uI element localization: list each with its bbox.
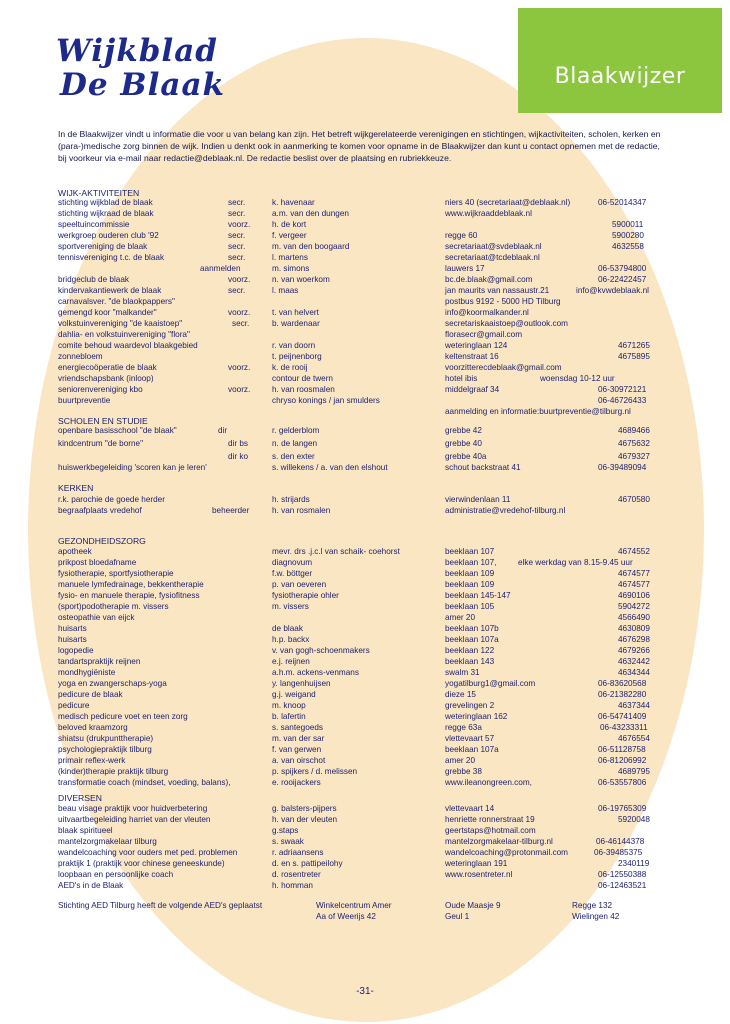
directory-cell: Regge 132 — [572, 901, 613, 910]
directory-cell: logopedie — [58, 646, 94, 655]
directory-cell: k. havenaar — [272, 198, 315, 207]
directory-cell: tandartspraktijk reijnen — [58, 657, 141, 666]
directory-cell[interactable]: bc.de.blaak@gmail.com — [445, 275, 533, 284]
directory-cell: zonnebloem — [58, 352, 103, 361]
directory-cell: g. balsters-pijpers — [272, 804, 337, 813]
directory-cell[interactable]: wandelcoaching@protonmail.com — [445, 848, 569, 857]
directory-cell: speeltuincommissie — [58, 220, 130, 229]
directory-cell: stichting wijkblad de blaak — [58, 198, 153, 207]
section-heading: GEZONDHEIDSZORG — [58, 536, 146, 546]
directory-cell: keltenstraat 16 — [445, 352, 499, 361]
directory-cell: pedicure — [58, 701, 90, 710]
directory-cell: AED's in de Blaak — [58, 881, 124, 890]
directory-cell: 06-46144378 — [596, 837, 645, 846]
directory-cell: mevr. drs .j.c.l van schaik- coehorst — [272, 547, 400, 556]
directory-cell: dahlia- en volkstuinvereniging "flora" — [58, 330, 190, 339]
directory-cell: d. en s. pattipeilohy — [272, 859, 343, 868]
directory-cell: werkgroep ouderen club '92 — [58, 231, 159, 240]
directory-cell: mantelzorgmakelaar-tilburg.nl — [445, 837, 553, 846]
directory-cell: schout backstraat 41 — [445, 463, 521, 472]
directory-cell[interactable]: info@kvwdeblaak.nl — [576, 286, 649, 295]
directory-cell: bridgeclub de blaak — [58, 275, 130, 284]
directory-cell: regge 63a — [445, 723, 482, 732]
directory-cell: secr. — [228, 231, 246, 240]
directory-cell: kindervakantiewerk de blaak — [58, 286, 162, 295]
directory-cell: 4689795 — [618, 767, 650, 776]
directory-cell: r.k. parochie de goede herder — [58, 495, 165, 504]
directory-cell[interactable]: www.rosentreter.nl — [445, 870, 513, 879]
directory-cell: Stichting AED Tilburg heeft de volgende AED's geplaatst — [58, 901, 263, 910]
directory-cell: mantelzorgmakelaar tilburg — [58, 837, 157, 846]
directory-cell: primair reflex-werk — [58, 756, 126, 765]
intro-paragraph: In de Blaakwijzer vindt u informatie die voor u van belang kan zijn. Het betreft wijkgerelateerde verenigingen en stichtingen, wijkactiviteiten, scholen, kerken en (para-)medische zorg binnen de wijk. Indien u denkt ook in aanmerking te komen voor opname in de Blaakwijzer dan kunt u contact opnemen met de redactie, bij voorkeur via e-mail naar redactie@deblaak.nl. De redactie beslist over de plaatsing en rubriekkeuze. — [58, 129, 661, 163]
directory-cell: 4690106 — [618, 591, 650, 600]
directory-cell: diagnovum — [272, 558, 313, 567]
directory-cell[interactable]: secretariaat@svdeblaak.nl — [445, 242, 542, 251]
directory-cell: m. van der sar — [272, 734, 325, 743]
directory-cell[interactable]: www.wijkraaddeblaak.nl — [445, 209, 532, 218]
directory-cell: a.m. van den dungen — [272, 209, 349, 218]
directory-cell: manuele lymfedrainage, bekkentherapie — [58, 580, 204, 589]
directory-cell: s. den exter — [272, 452, 315, 461]
directory-cell: 06-12463521 — [598, 881, 647, 890]
directory-cell: 4674577 — [618, 580, 650, 589]
directory-cell: s. santegoeds — [272, 723, 323, 732]
directory-cell: 06-30972121 — [598, 385, 647, 394]
directory-cell: Wielingen 42 — [572, 912, 620, 921]
directory-cell: beau visage praktijk voor huidverbetering — [58, 804, 208, 813]
directory-cell: huisarts — [58, 624, 87, 633]
directory-cell[interactable]: secretariaat@tcdeblaak.nl — [445, 253, 540, 262]
directory-cell: shiatsu (drukpunttherapie) — [58, 734, 154, 743]
directory-cell: praktijk 1 (praktijk voor chinese geneeskunde) — [58, 859, 225, 868]
directory-cell: comite behoud waardevol blaakgebied — [58, 341, 198, 350]
directory-cell: a. van oirschot — [272, 756, 326, 765]
directory-cell: l. maas — [272, 286, 299, 295]
directory-cell: n. de langen — [272, 439, 318, 448]
directory-cell: vriendschapsbank (inloop) — [58, 374, 154, 383]
directory-cell: h. strijards — [272, 495, 310, 504]
directory-cell: carnavalsver. "de blaokpappers" — [58, 297, 175, 306]
directory-cell: h. van der vleuten — [272, 815, 338, 824]
directory-cell[interactable]: yogatilburg1@gmail.com — [445, 679, 536, 688]
directory-cell: 4675895 — [618, 352, 650, 361]
directory-cell: postbus 9192 - 5000 HD Tilburg — [445, 297, 561, 306]
directory-cell: f. van gerwen — [272, 745, 322, 754]
directory-cell: volkstuinvereniging "de kaaistoep" — [58, 319, 183, 328]
directory-cell: osteopathie van eijck — [58, 613, 135, 622]
directory-cell: grebbe 42 — [445, 426, 482, 435]
directory-cell: g.staps — [272, 826, 299, 835]
directory-cell: 4674552 — [618, 547, 650, 556]
directory-cell: 06-43233311 — [600, 723, 648, 732]
directory-cell: transformatie coach (mindset, voeding, balans), — [58, 778, 231, 787]
directory-cell: beeklaan 109 — [445, 580, 495, 589]
directory-cell: b. wardenaar — [272, 319, 320, 328]
directory-cell: grebbe 38 — [445, 767, 482, 776]
directory-cell: voorz. — [228, 385, 251, 394]
directory-cell: regge 60 — [445, 231, 478, 240]
directory-cell: stichting wijkraad de blaak — [58, 209, 154, 218]
directory-cell: k. de rooij — [272, 363, 308, 372]
directory-cell: s. willekens / a. van den elshout — [272, 463, 388, 472]
directory-cell: 4630809 — [618, 624, 650, 633]
directory-cell: fysiotherapie, sportfysiotherapie — [58, 569, 174, 578]
directory-cell: Oude Maasje 9 — [445, 901, 501, 910]
directory-cell: vierwindenlaan 11 — [445, 495, 511, 504]
directory-cell[interactable]: geertstaps@hotmail.com — [445, 826, 536, 835]
directory-cell: contour de twern — [272, 374, 333, 383]
directory-cell: (sport)podotherapie m. vissers — [58, 602, 169, 611]
section-heading: WIJK-AKTIVITEITEN — [58, 188, 140, 198]
directory-cell: f. vergeer — [272, 231, 307, 240]
directory-cell: huisarts — [58, 635, 87, 644]
directory-cell: 06-54741409 — [598, 712, 647, 721]
directory-cell: beloved kraamzorg — [58, 723, 128, 732]
directory-cell: beeklaan 105 — [445, 602, 495, 611]
directory-cell: b. lafertin — [272, 712, 306, 721]
directory-cell: openbare basisschool "de blaak" — [58, 426, 177, 435]
directory-cell: beheerder — [212, 506, 250, 515]
directory-cell: 5920048 — [618, 815, 650, 824]
directory-cell: middelgraaf 34 — [445, 385, 500, 394]
directory-cell: 06-53794800 — [598, 264, 647, 273]
directory-cell: e.j. reijnen — [272, 657, 310, 666]
directory-cell: 4634344 — [618, 668, 650, 677]
directory-cell: g.j. weigand — [272, 690, 316, 699]
directory-cell: secr. — [228, 286, 246, 295]
directory-cell: 4670580 — [618, 495, 650, 504]
directory-cell: aanmelden — [200, 264, 241, 273]
directory-cell[interactable]: administratie@vredehof-tilburg.nl — [445, 506, 566, 515]
directory-cell: buurtpreventie — [58, 396, 111, 405]
directory-cell: hotel ibis — [445, 374, 478, 383]
directory-cell: mondhygiëniste — [58, 668, 116, 677]
directory-cell: 4671265 — [618, 341, 650, 350]
directory-cell: begraafplaats vredehof — [58, 506, 142, 515]
directory-cell: lauwers 17 — [445, 264, 485, 273]
directory-cell[interactable]: secretariskaaistoep@outlook.com — [445, 319, 568, 328]
directory-cell: secr. — [228, 242, 246, 251]
directory-cell: dir bs — [228, 439, 249, 448]
directory-cell: wandelcoaching voor ouders met ped. problemen — [58, 848, 238, 857]
section-heading: DIVERSEN — [58, 793, 102, 803]
directory-cell: voorz. — [228, 220, 251, 229]
directory-cell: weteringlaan 191 — [445, 859, 508, 868]
directory-cell: henriette ronnerstraat 19 — [445, 815, 535, 824]
page-number: -31- — [356, 986, 374, 997]
directory-cell: amer 20 — [445, 613, 476, 622]
directory-cell: amer 20 — [445, 756, 476, 765]
directory-cell: beeklaan 143 — [445, 657, 495, 666]
directory-cell: r. van doorn — [272, 341, 316, 350]
directory-cell: 06-46726433 — [598, 396, 647, 405]
directory-cell[interactable]: www.ileanongreen.com, — [445, 778, 532, 787]
directory-cell: voorz. — [228, 308, 251, 317]
directory-cell: woensdag 10-12 uur — [540, 374, 615, 383]
directory-cell: secr. — [228, 253, 246, 262]
directory-cell: 06-12550388 — [598, 870, 647, 879]
directory-cell: pedicure de blaak — [58, 690, 123, 699]
directory-cell: Aa of Weerijs 42 — [316, 912, 376, 921]
directory-cell: 4637344 — [618, 701, 650, 710]
directory-cell: vlettevaart 14 — [445, 804, 495, 813]
directory-cell: beeklaan 107a — [445, 635, 499, 644]
directory-cell: 4679266 — [618, 646, 650, 655]
directory-cell: secr. — [228, 209, 246, 218]
directory-cell: h. van rosmalen — [272, 506, 331, 515]
directory-cell: beeklaan 107b — [445, 624, 499, 633]
directory-cell: seniorenvereniging kbo — [58, 385, 143, 394]
directory-cell: beeklaan 109 — [445, 569, 495, 578]
directory-cell: voorz. — [228, 275, 251, 284]
directory-cell: gemengd koor "malkander" — [58, 308, 157, 317]
directory-cell: e. rooijackers — [272, 778, 321, 787]
directory-cell: loopbaan en persoonlijke coach — [58, 870, 174, 879]
directory-cell: r. adriaansens — [272, 848, 324, 857]
directory-cell: dir — [218, 426, 228, 435]
directory-cell: t. van helvert — [272, 308, 319, 317]
directory-cell: dieze 15 — [445, 690, 476, 699]
directory-cell: Winkelcentrum Amer — [316, 901, 392, 910]
directory-cell: m. knoop — [272, 701, 306, 710]
directory-cell: f.w. böttger — [272, 569, 313, 578]
directory-cell: grevelingen 2 — [445, 701, 495, 710]
directory-cell: t. peijnenborg — [272, 352, 322, 361]
directory-cell: grebbe 40a — [445, 452, 487, 461]
directory-cell: beeklaan 107a — [445, 745, 499, 754]
directory-cell: (kinder)therapie praktijk tilburg — [58, 767, 169, 776]
directory-cell: beeklaan 107, — [445, 558, 497, 567]
directory-cell: de blaak — [272, 624, 303, 633]
directory-cell: apotheek — [58, 547, 92, 556]
directory-cell: kindcentrum "de borne" — [58, 439, 144, 448]
directory-cell: energiecoöperatie de blaak — [58, 363, 157, 372]
directory-cell[interactable]: voorzitterecdeblaak@gmail.com — [445, 363, 562, 372]
directory-cell: h.p. backx — [272, 635, 310, 644]
section-heading: SCHOLEN EN STUDIE — [58, 416, 148, 426]
directory-cell: n. van woerkom — [272, 275, 330, 284]
directory-cell: beeklaan 107 — [445, 547, 495, 556]
directory-cell: d. rosentreter — [272, 870, 321, 879]
directory-cell: 4679327 — [618, 452, 650, 461]
directory-cell: 06-81206992 — [598, 756, 647, 765]
section-heading: KERKEN — [58, 483, 94, 493]
directory-cell: swalm 31 — [445, 668, 480, 677]
directory-cell: 4675632 — [618, 439, 650, 448]
directory-cell: jan maurits van nassaustr.21 — [445, 286, 550, 295]
directory-cell: beeklaan 122 — [445, 646, 495, 655]
directory-cell: prikpost bloedafname — [58, 558, 137, 567]
directory-cell: huiswerkbegeleiding 'scoren kan je leren' — [58, 463, 207, 472]
directory-cell[interactable]: niers 40 (secretariaat@deblaak.nl) — [445, 198, 571, 207]
directory-cell: h. van roosmalen — [272, 385, 335, 394]
directory-cell: 4676554 — [618, 734, 650, 743]
directory-cell: chryso konings / jan smulders — [272, 396, 380, 405]
directory-cell: 06-51128758 — [598, 745, 646, 754]
directory-cell: h. de kort — [272, 220, 307, 229]
directory-cell: a.h.m. ackens-venmans — [272, 668, 359, 677]
directory-cell: 4632558 — [612, 242, 644, 251]
directory-cell: m. van den boogaard — [272, 242, 350, 251]
directory-cell: 5900280 — [612, 231, 644, 240]
directory-cell: 4689466 — [618, 426, 650, 435]
directory-cell: fysio- en manuele therapie, fysiofitness — [58, 591, 200, 600]
directory-cell: 5904272 — [618, 602, 650, 611]
directory-cell: y. langenhuijsen — [272, 679, 331, 688]
directory-cell: 06-83620568 — [598, 679, 647, 688]
directory-cell: dir ko — [228, 452, 249, 461]
logo-line-2: De Blaak — [60, 67, 226, 103]
directory-cell: p. van oeveren — [272, 580, 327, 589]
directory-cell: 06-39489094 — [598, 463, 647, 472]
directory-cell: 4676298 — [618, 635, 650, 644]
directory-cell: grebbe 40 — [445, 439, 482, 448]
directory-cell: 4566490 — [618, 613, 650, 622]
directory-cell: l. martens — [272, 253, 308, 262]
directory-cell: 06-39485375 — [594, 848, 643, 857]
directory-cell: p. spijkers / d. melissen — [272, 767, 358, 776]
directory-cell: sportvereniging de blaak — [58, 242, 148, 251]
section-badge-label: Blaakwijzer — [554, 64, 686, 89]
directory-cell: v. van gogh-schoenmakers — [272, 646, 370, 655]
directory-cell: m. vissers — [272, 602, 309, 611]
directory-cell[interactable]: florasecr@gmail.com — [445, 330, 523, 339]
directory-cell: 06-21382280 — [598, 690, 647, 699]
directory-cell: tennisvereniging t.c. de blaak — [58, 253, 165, 262]
directory-cell: 4674577 — [618, 569, 650, 578]
directory-cell: secr. — [228, 198, 246, 207]
directory-cell: beeklaan 145-147 — [445, 591, 511, 600]
directory-cell: vlettevaart 57 — [445, 734, 495, 743]
directory-cell: weteringlaan 162 — [445, 712, 508, 721]
directory-cell: 5900011 — [612, 220, 644, 229]
directory-cell: 06-53557806 — [598, 778, 647, 787]
directory-cell: 4632442 — [618, 657, 650, 666]
directory-cell: 06-19765309 — [598, 804, 647, 813]
directory-cell: elke werkdag van 8.15-9.45 uur — [518, 558, 633, 567]
directory-cell: secr. — [232, 319, 250, 328]
directory-cell: Geul 1 — [445, 912, 470, 921]
directory-cell: psychologiepraktijk tilburg — [58, 745, 152, 754]
logo-line-1: Wijkblad — [56, 33, 218, 69]
directory-cell: fysiotherapie ohler — [272, 591, 339, 600]
directory-cell: voorz. — [228, 363, 251, 372]
directory-cell: medisch pedicure voet en teen zorg — [58, 712, 188, 721]
directory-cell: 06-22422457 — [598, 275, 647, 284]
directory-cell: h. homman — [272, 881, 313, 890]
directory-cell: uitvaartbegeleiding harriet van der vleuten — [58, 815, 211, 824]
directory-cell: s. swaak — [272, 837, 304, 846]
directory-cell: weteringlaan 124 — [445, 341, 508, 350]
directory-cell: 2340119 — [618, 859, 650, 868]
directory-cell[interactable]: info@koormalkander.nl — [445, 308, 529, 317]
directory-cell: 06-52014347 — [598, 198, 647, 207]
directory-cell: r. gelderblom — [272, 426, 320, 435]
directory-cell: m. simons — [272, 264, 310, 273]
directory-cell: yoga en zwangerschaps-yoga — [58, 679, 167, 688]
directory-cell: blaak spiritueel — [58, 826, 113, 835]
directory-cell[interactable]: aanmelding en informatie:buurtpreventie@tilburg.nl — [445, 407, 631, 416]
